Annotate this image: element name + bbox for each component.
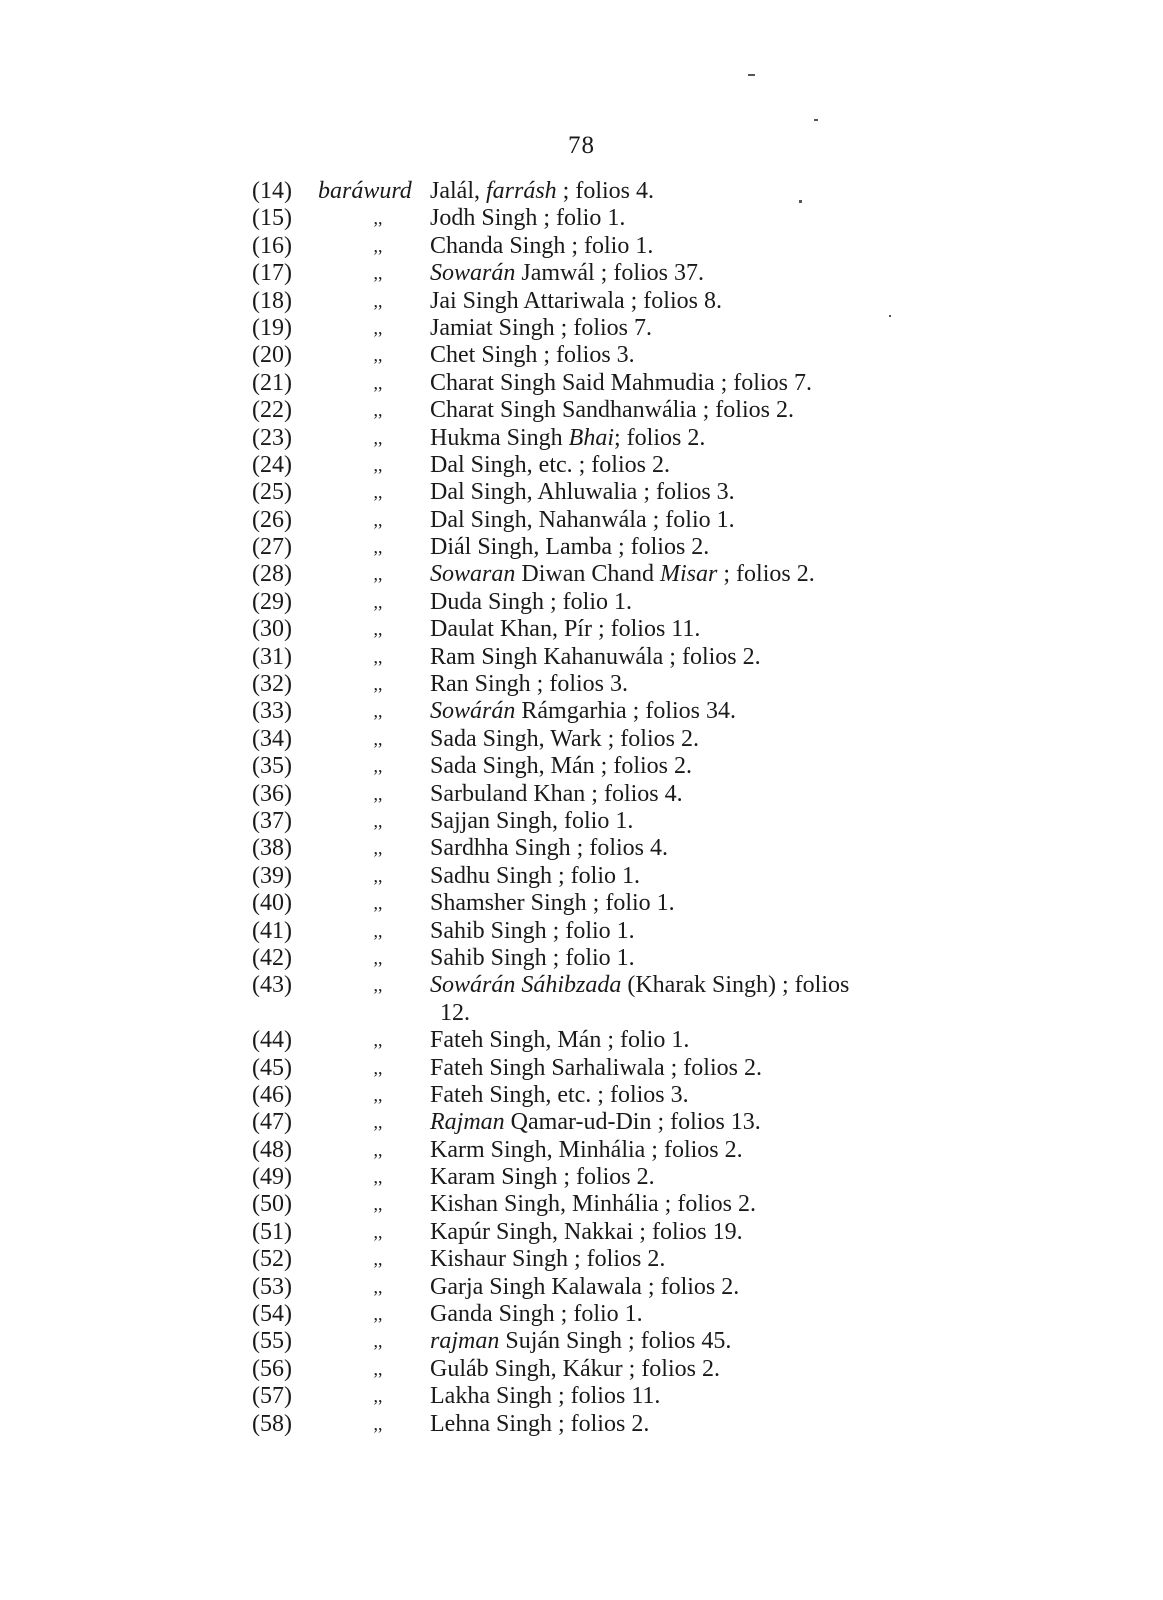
ditto-mark: ,, <box>373 865 383 886</box>
list-item <box>0 561 1163 588</box>
entry-text <box>430 370 990 397</box>
entry-number: (42) <box>252 944 292 971</box>
entry-text-segment: Kishan Singh, Minhália ; folios 2. <box>430 1191 756 1218</box>
list-item <box>0 1246 1163 1273</box>
entry-text <box>430 1055 990 1082</box>
list-item <box>0 616 1163 643</box>
entry-text-segment: Fateh Singh, etc. ; folios 3. <box>430 1081 689 1108</box>
entry-text <box>430 205 990 232</box>
entry-text <box>430 1301 990 1328</box>
entry-text-segment: Garja Singh Kalawala ; folios 2. <box>430 1273 740 1300</box>
entry-continuation: 12. <box>440 999 470 1026</box>
entry-text-segment: Diwan Chand <box>515 561 661 588</box>
entry-number: (43) <box>252 972 292 999</box>
entry-text <box>430 1219 990 1246</box>
entry-text <box>430 918 990 945</box>
ditto-mark: ,, <box>373 1112 383 1133</box>
entry-text <box>430 260 990 287</box>
entry-italic-term: Sowárán <box>430 698 516 725</box>
list-item <box>0 808 1163 835</box>
entry-text <box>430 342 990 369</box>
entry-number: (14) <box>252 178 292 204</box>
entry-text-segment: Jalál, <box>430 178 486 204</box>
entry-text-segment: Daulat Khan, Pír ; folios 11. <box>430 616 701 643</box>
entry-text-segment: Dal Singh, Ahluwalia ; folios 3. <box>430 479 735 506</box>
ditto-mark: ,, <box>373 564 383 585</box>
list-item <box>0 205 1163 232</box>
list-item <box>0 370 1163 397</box>
entry-text-segment: Jamiat Singh ; folios 7. <box>430 314 652 341</box>
entry-text-segment: Fateh Singh, Mán ; folio 1. <box>430 1027 690 1054</box>
list-item <box>0 1383 1163 1410</box>
ditto-mark: ,, <box>373 1084 383 1105</box>
entry-text-segment: Kishaur Singh ; folios 2. <box>430 1246 666 1273</box>
entry-text <box>430 1411 990 1438</box>
list-item <box>0 452 1163 479</box>
ditto-mark: ,, <box>373 454 383 475</box>
entry-text <box>430 479 990 506</box>
ditto-mark: ,, <box>373 1057 383 1078</box>
entry-text-segment: Jai Singh Attariwala ; folios 8. <box>430 287 722 314</box>
entry-text-segment: Qamar-ud-Din ; folios 13. <box>504 1109 761 1136</box>
entry-number: (51) <box>252 1218 292 1245</box>
entry-text <box>430 1137 990 1164</box>
entry-text <box>430 452 990 479</box>
ditto-mark: ,, <box>373 1249 383 1270</box>
ditto-mark: ,, <box>373 263 383 284</box>
entry-number: (16) <box>252 232 292 259</box>
ditto-mark: ,, <box>373 482 383 503</box>
ditto-mark: ,, <box>373 975 383 996</box>
entry-text <box>430 726 990 753</box>
list-item <box>0 589 1163 616</box>
list-item <box>0 1356 1163 1383</box>
entry-text <box>430 1191 990 1218</box>
ditto-mark: ,, <box>373 208 383 229</box>
ditto-mark: ,, <box>373 1030 383 1051</box>
entry-text-segment: Kapúr Singh, Nakkai ; folios 19. <box>430 1218 743 1245</box>
ditto-mark: ,, <box>373 1139 383 1160</box>
entry-number: (50) <box>252 1191 292 1218</box>
entry-text-segment: Sardhha Singh ; folios 4. <box>430 835 668 862</box>
list-item <box>0 1109 1163 1136</box>
entry-number: (38) <box>252 835 292 862</box>
entry-number: (21) <box>252 369 292 396</box>
entry-number: (25) <box>252 479 292 506</box>
entry-number: (44) <box>252 1027 292 1054</box>
entry-text <box>430 178 990 205</box>
entry-italic-term: rajman <box>430 1328 500 1355</box>
list-item <box>0 1191 1163 1218</box>
list-item <box>0 698 1163 725</box>
list-item <box>0 1219 1163 1246</box>
entry-number: (34) <box>252 725 292 752</box>
list-item <box>0 1027 1163 1054</box>
page-number: 78 <box>568 132 595 159</box>
list-item <box>0 425 1163 452</box>
entry-number: (31) <box>252 643 292 670</box>
entry-text-segment: Jamwál ; folios 37. <box>515 260 705 287</box>
entry-number: (32) <box>252 671 292 698</box>
entry-text <box>430 1027 990 1054</box>
list-item <box>0 507 1163 534</box>
list-item <box>0 233 1163 260</box>
entry-italic-term: Sowárán Sáhibzada <box>430 972 622 999</box>
entry-text <box>430 781 990 808</box>
ditto-mark: ,, <box>373 646 383 667</box>
list-item <box>0 1328 1163 1355</box>
ditto-mark: ,, <box>373 372 383 393</box>
ditto-mark: ,, <box>373 701 383 722</box>
ditto-mark: ,, <box>373 1304 383 1325</box>
list-item <box>0 315 1163 342</box>
list-item <box>0 178 1163 205</box>
ditto-mark: ,, <box>373 810 383 831</box>
entry-text-segment: Chanda Singh ; folio 1. <box>430 232 654 259</box>
list-item <box>0 890 1163 917</box>
entry-number: (56) <box>252 1355 292 1382</box>
entry-heading: baráwurd <box>318 178 412 204</box>
ditto-mark: ,, <box>373 427 383 448</box>
list-item <box>0 863 1163 890</box>
entry-text <box>430 288 990 315</box>
entry-text <box>430 1246 990 1273</box>
list-item <box>0 753 1163 780</box>
entry-text <box>430 808 990 835</box>
ditto-mark: ,, <box>373 1276 383 1297</box>
ditto-mark: ,, <box>373 947 383 968</box>
entry-text <box>430 507 990 534</box>
list-item <box>0 1164 1163 1191</box>
entry-text <box>430 1274 990 1301</box>
entry-text-segment: ; folios 4. <box>556 178 655 204</box>
entry-text <box>430 425 990 452</box>
list-item <box>0 972 1163 1027</box>
entry-text <box>430 835 990 862</box>
entry-text <box>430 644 990 671</box>
entry-text-segment: ; folios 2. <box>614 424 706 451</box>
ditto-mark: ,, <box>373 674 383 695</box>
entry-text-segment: Charat Singh Said Mahmudia ; folios 7. <box>430 369 812 396</box>
list-item <box>0 726 1163 753</box>
entry-text-segment: Sahib Singh ; folio 1. <box>430 917 635 944</box>
ditto-mark: ,, <box>373 509 383 530</box>
entry-number: (33) <box>252 698 292 725</box>
ditto-mark: ,, <box>373 1167 383 1188</box>
ditto-mark: ,, <box>373 537 383 558</box>
entry-text-segment: Chet Singh ; folios 3. <box>430 342 635 369</box>
entry-text <box>430 534 990 561</box>
entry-text <box>430 1082 990 1109</box>
entry-text <box>430 945 990 972</box>
entry-text-segment: Duda Singh ; folio 1. <box>430 588 632 615</box>
ditto-mark: ,, <box>373 920 383 941</box>
print-speck <box>814 119 818 121</box>
entry-text-segment: Jodh Singh ; folio 1. <box>430 205 626 232</box>
entry-number: (26) <box>252 506 292 533</box>
entry-text-segment: Sada Singh, Wark ; folios 2. <box>430 725 699 752</box>
entry-number: (37) <box>252 807 292 834</box>
entry-text-segment: ; folios 2. <box>717 561 815 588</box>
entry-number: (17) <box>252 260 292 287</box>
list-item <box>0 534 1163 561</box>
entry-text <box>430 698 990 725</box>
ditto-mark: ,, <box>373 290 383 311</box>
entry-number: (24) <box>252 451 292 478</box>
entry-text-segment: Rámgarhia ; folios 34. <box>515 698 736 725</box>
entry-text-segment: Dal Singh, etc. ; folios 2. <box>430 451 670 478</box>
entry-text <box>430 315 990 342</box>
ditto-mark: ,, <box>373 619 383 640</box>
ditto-mark: ,, <box>373 783 383 804</box>
entry-text-segment: Lakha Singh ; folios 11. <box>430 1383 661 1410</box>
entry-text-segment: Karam Singh ; folios 2. <box>430 1164 655 1191</box>
entry-text-segment: Lehna Singh ; folios 2. <box>430 1410 650 1437</box>
entry-number: (55) <box>252 1328 292 1355</box>
entry-text <box>430 233 990 260</box>
entry-text-segment: Sada Singh, Mán ; folios 2. <box>430 753 692 780</box>
ditto-mark: ,, <box>373 235 383 256</box>
folio-list <box>0 178 1163 1438</box>
ditto-mark: ,, <box>373 728 383 749</box>
list-item <box>0 781 1163 808</box>
list-item <box>0 1137 1163 1164</box>
list-item <box>0 1411 1163 1438</box>
entry-number: (52) <box>252 1246 292 1273</box>
entry-number: (40) <box>252 890 292 917</box>
ditto-mark: ,, <box>373 400 383 421</box>
entry-text-segment: Fateh Singh Sarhaliwala ; folios 2. <box>430 1054 762 1081</box>
entry-text-segment: Karm Singh, Minhália ; folios 2. <box>430 1136 743 1163</box>
entry-text-segment: Diál Singh, Lamba ; folios 2. <box>430 534 710 561</box>
entry-text <box>430 397 990 424</box>
entry-number: (46) <box>252 1081 292 1108</box>
list-item <box>0 835 1163 862</box>
entry-number: (23) <box>252 424 292 451</box>
list-item <box>0 288 1163 315</box>
ditto-mark: ,, <box>373 893 383 914</box>
entry-text <box>430 1328 990 1355</box>
entry-italic-term: farrásh <box>485 178 557 204</box>
entry-number: (45) <box>252 1054 292 1081</box>
entry-number: (47) <box>252 1109 292 1136</box>
ditto-mark: ,, <box>373 838 383 859</box>
entry-number: (41) <box>252 917 292 944</box>
entry-text <box>430 972 990 1027</box>
entry-text-segment: Ganda Singh ; folio 1. <box>430 1301 643 1328</box>
entry-number: (35) <box>252 753 292 780</box>
entry-text-segment: (Kharak Singh) ; folios <box>621 972 850 999</box>
list-item <box>0 671 1163 698</box>
entry-italic-term: Sowarán <box>430 260 516 287</box>
entry-number: (58) <box>252 1410 292 1437</box>
list-item <box>0 644 1163 671</box>
list-item <box>0 260 1163 287</box>
entry-italic-term: Bhai <box>568 424 614 451</box>
entry-number: (53) <box>252 1273 292 1300</box>
entry-text-segment: Ram Singh Kahanuwála ; folios 2. <box>430 643 761 670</box>
entry-number: (15) <box>252 205 292 232</box>
ditto-mark: ,, <box>373 756 383 777</box>
ditto-mark: ,, <box>373 1194 383 1215</box>
ditto-mark: ,, <box>373 1331 383 1352</box>
entry-italic-term: Sowaran <box>430 561 516 588</box>
list-item <box>0 918 1163 945</box>
entry-number: (22) <box>252 397 292 424</box>
entry-number: (20) <box>252 342 292 369</box>
entry-text <box>430 890 990 917</box>
entry-text <box>430 616 990 643</box>
entry-text-segment: Sadhu Singh ; folio 1. <box>430 862 641 889</box>
entry-text-segment: Ran Singh ; folios 3. <box>430 671 629 698</box>
list-item <box>0 1055 1163 1082</box>
entry-number: (19) <box>252 314 292 341</box>
entry-number: (48) <box>252 1136 292 1163</box>
ditto-mark: ,, <box>373 1386 383 1407</box>
ditto-mark: ,, <box>373 345 383 366</box>
entry-text-segment: Sajjan Singh, folio 1. <box>430 807 634 834</box>
list-item <box>0 342 1163 369</box>
entry-text <box>430 1164 990 1191</box>
entry-text-segment: Shamsher Singh ; folio 1. <box>430 890 675 917</box>
entry-italic-term: Rajman <box>430 1109 505 1136</box>
entry-number: (36) <box>252 780 292 807</box>
entry-text <box>430 1109 990 1136</box>
entry-number: (57) <box>252 1383 292 1410</box>
entry-text-segment: Sarbuland Khan ; folios 4. <box>430 780 683 807</box>
entry-text-segment: Suján Singh ; folios 45. <box>499 1328 732 1355</box>
entry-italic-term: Misar <box>660 561 718 588</box>
list-item <box>0 1274 1163 1301</box>
ditto-mark: ,, <box>373 1221 383 1242</box>
ditto-mark: ,, <box>373 1413 383 1434</box>
ditto-mark: ,, <box>373 591 383 612</box>
entry-number: (18) <box>252 287 292 314</box>
entry-number: (30) <box>252 616 292 643</box>
entry-text-segment: Hukma Singh <box>430 424 569 451</box>
entry-number: (49) <box>252 1164 292 1191</box>
list-item <box>0 479 1163 506</box>
entry-text <box>430 671 990 698</box>
entry-number: (28) <box>252 561 292 588</box>
entry-text-segment: Dal Singh, Nahanwála ; folio 1. <box>430 506 735 533</box>
list-item <box>0 945 1163 972</box>
entry-number: (39) <box>252 862 292 889</box>
list-item <box>0 1082 1163 1109</box>
entry-number: (29) <box>252 588 292 615</box>
entry-text-segment: Sahib Singh ; folio 1. <box>430 944 635 971</box>
entry-text <box>430 1356 990 1383</box>
entry-text <box>430 863 990 890</box>
entry-number: (54) <box>252 1301 292 1328</box>
ditto-mark: ,, <box>373 317 383 338</box>
entry-text <box>430 561 990 588</box>
list-item <box>0 1301 1163 1328</box>
entry-number: (27) <box>252 534 292 561</box>
entry-text <box>430 753 990 780</box>
list-item <box>0 397 1163 424</box>
print-speck <box>748 74 755 76</box>
entry-text <box>430 589 990 616</box>
entry-text-segment: Charat Singh Sandhanwália ; folios 2. <box>430 397 794 424</box>
entry-text-segment: Guláb Singh, Kákur ; folios 2. <box>430 1355 720 1382</box>
entry-text <box>430 1383 990 1410</box>
ditto-mark: ,, <box>373 1358 383 1379</box>
